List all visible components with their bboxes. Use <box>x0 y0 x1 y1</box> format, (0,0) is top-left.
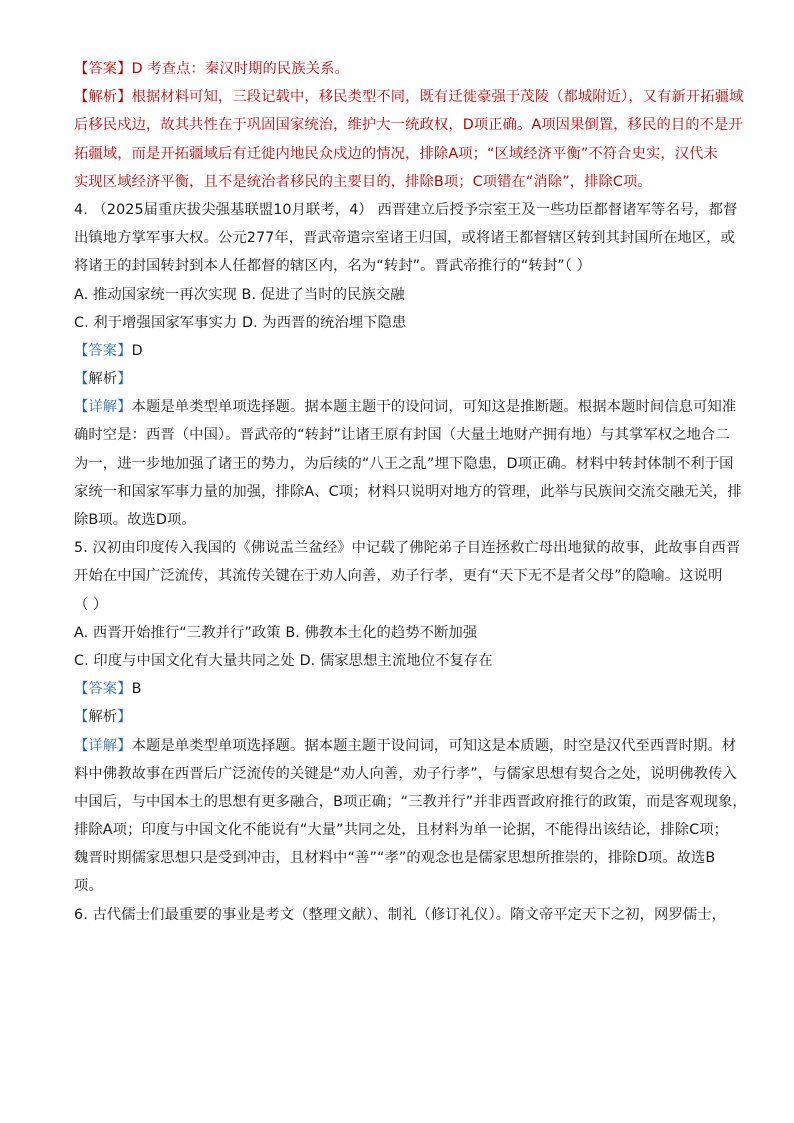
detail-tag: 【详解】 <box>74 737 132 754</box>
q4-stem-line-3: 将诸王的封国转封到本人任都督的辖区内，名为“转封”。晋武帝推行的“转封”（ ） <box>74 258 592 275</box>
q4-detail-line-2: 确时空是：西晋（中国）。晋武帝的“转封”让诸王原有封国（大量土地财产拥有地）与其掌军权之地合二 <box>74 427 730 444</box>
q5-detail-line-1 <box>74 737 737 755</box>
q3-answer-line <box>74 60 714 78</box>
q5-stem-line-2: 开始在中国广泛流传，其流传关键在于劝人向善，劝子行孝，更有“天下无不是者父母”的隐喻。这说明 <box>74 568 723 585</box>
analysis-heading-text: 解析 <box>88 371 118 388</box>
q5-stem-line-3: （ ） <box>74 596 108 613</box>
q3-analysis-text-1: 根据材料可知，三段记载中，移民类型不同，既有迁徙豪强于茂陵（都城附近），又有新开拓疆域 <box>131 89 744 106</box>
q4-stem-line-1: 4. （2025届重庆拔尖强基联盟10月联考，4） 西晋建立后授予宗室王及一些功臣都督诸军等名号，都督 <box>74 201 738 218</box>
q4-detail-line-1 <box>74 398 737 416</box>
q3-answer-text: D 考查点：秦汉时期的民族关系。 <box>131 61 349 77</box>
q5-options-line-2: C. 印度与中国文化有大量共同之处 D. 儒家思想主流地位不复存在 <box>74 652 493 669</box>
q5-answer-text: B <box>131 681 142 698</box>
q5-analysis-heading: 【解析】 <box>74 709 132 726</box>
q4-analysis-heading: 【解析】 <box>74 371 132 388</box>
q4-detail-line-3: 为一，进一步地加强了诸王的势力，为后续的“八王之乱”埋下隐患，D项正确。材料中转封体制不利于国 <box>74 455 734 472</box>
q4-options-line-2: C. 利于增强国家军事实力 D. 为西晋的统治埋下隐患 <box>74 314 407 331</box>
q3-analysis-line-2: 后移民戍边，故其共性在于巩固国家统治，维护大一统政权，D项正确。A项因果倒置，移民的目的不是开 <box>74 117 743 134</box>
q3-analysis-line-3: 拓疆域，而是开拓疆域后有迁徙内地民众戍边的情况，排除A项；“区域经济平衡”不符合史实，汉代未 <box>74 145 718 162</box>
q6-stem-line-1: 6. 古代儒士们最重要的事业是考文（整理文献）、制礼（修订礼仪）。隋文帝平定天下之初，网罗儒士， <box>74 906 727 923</box>
q3-analysis-line-1 <box>74 88 744 106</box>
answer-tag: 【答案】 <box>74 681 132 698</box>
q4-stem-line-2: 出镇地方掌军事大权。公元277年，晋武帝遣宗室诸王归国，或将诸王都督辖区转到其封国所在地区，或 <box>74 230 736 247</box>
analysis-tag: 【 <box>74 709 89 726</box>
detail-tag: 【详解】 <box>74 399 132 416</box>
q5-detail-line-5: 魏晋时期儒家思想只是受到冲击，且材料中“善”“孝”的观念也是儒家思想所推崇的，排除D项。故选B <box>74 850 716 867</box>
q5-detail-line-4: 排除A项；印度与中国文化不能说有“大量”共同之处，且材料为单一论据，不能得出该结论，排除C项； <box>74 822 729 839</box>
answer-tag: 【答案】 <box>74 342 132 359</box>
analysis-tag: 【解析】 <box>74 89 132 106</box>
q5-detail-line-3: 中国后，与中国本土的思想有更多融合，B项正确；“三教并行”并非西晋政府推行的政策，而是客观现象， <box>74 793 747 810</box>
q5-options-line-1: A. 西晋开始推行“三教并行”政策 B. 佛教本土化的趋势不断加强 <box>74 624 478 641</box>
q5-detail-line-6: 项。 <box>74 878 103 895</box>
q5-answer-line <box>74 680 714 698</box>
analysis-tag: 【 <box>74 371 89 388</box>
q5-stem-line-1: 5. 汉初由印度传入我国的《佛说盂兰盆经》中记载了佛陀弟子目连拯救亡母出地狱的故事，此故事自西晋 <box>74 540 741 557</box>
analysis-heading-text: 解析 <box>88 709 118 726</box>
q5-detail-text-1: 本题是单类型单项选择题。据本题主题干设问词，可知这是本质题，时空是汉代至西晋时期。材 <box>131 737 737 754</box>
q3-analysis-line-4: 实现区域经济平衡，且不是统治者移民的主要目的，排除B项；C项错在“消除”，排除C项。 <box>74 173 652 190</box>
q4-detail-text-1: 本题是单类型单项选择题。据本题主题干的设问词，可知这是推断题。根据本题时间信息可知准 <box>131 399 737 416</box>
q4-answer-text: D <box>131 342 143 359</box>
q4-detail-line-5: 除B项。故选D项。 <box>74 512 196 528</box>
q4-detail-line-4: 家统一和国家军事力量的加强，排除A、C项；材料只说明对地方的管理，此举与民族间交流交融无关，排 <box>74 483 742 500</box>
q4-answer-line <box>74 342 714 360</box>
q5-detail-line-2: 料中佛教故事在西晋后广泛流传的关键是“劝人向善，劝子行孝”，与儒家思想有契合之处，说明佛教传入 <box>74 765 737 782</box>
q4-options-line-1: A. 推动国家统一再次实现 B. 促进了当时的民族交融 <box>74 286 405 303</box>
answer-tag: 【答案】 <box>74 61 132 77</box>
